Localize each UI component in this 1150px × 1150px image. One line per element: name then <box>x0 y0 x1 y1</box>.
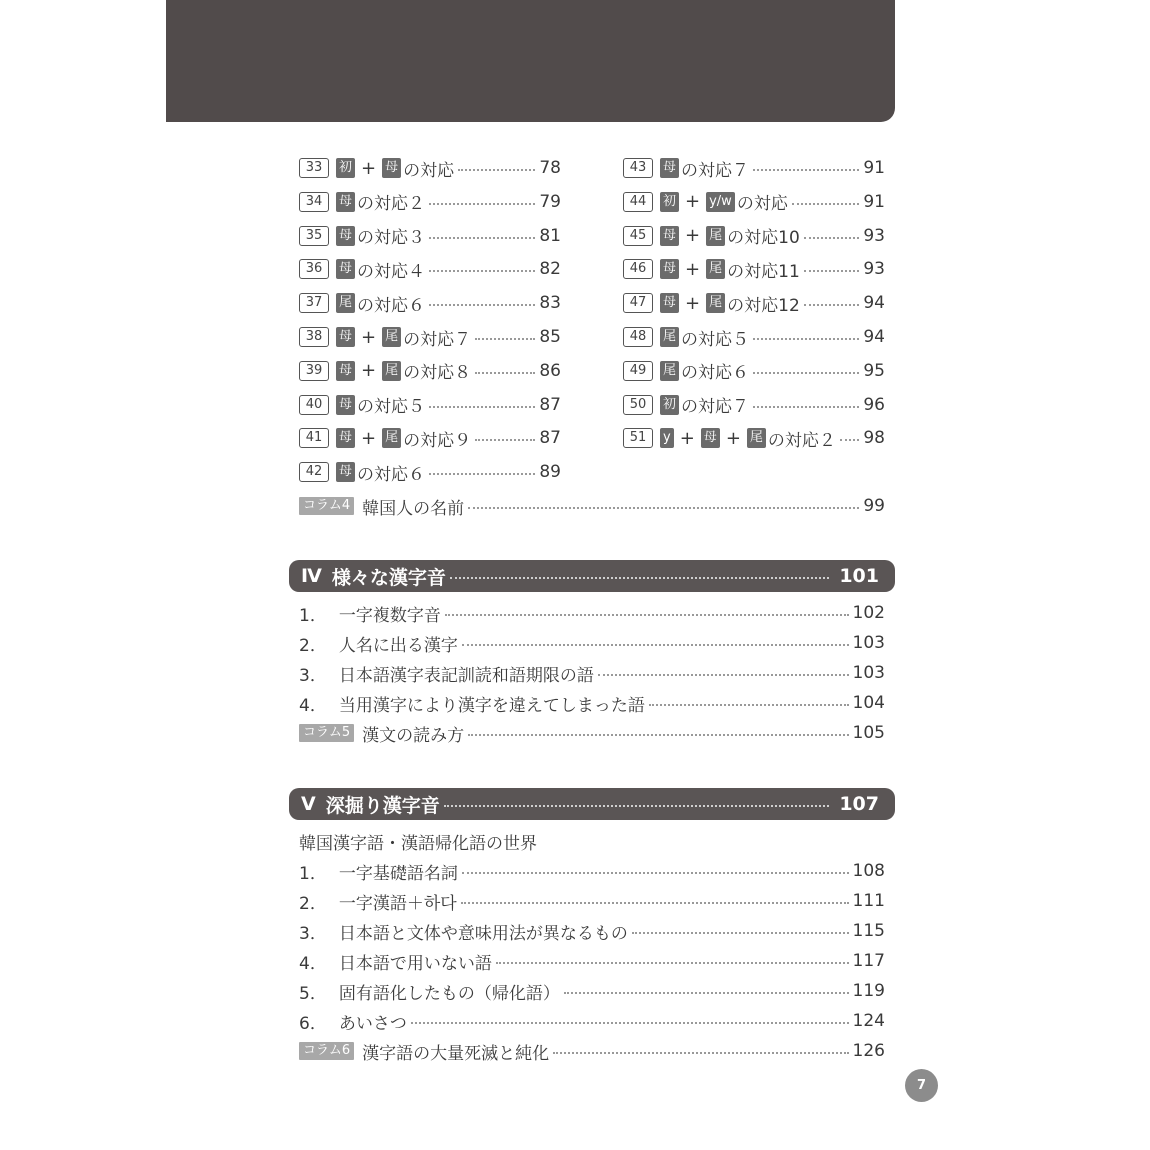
entry-title: の対応９ <box>403 430 472 451</box>
leader-dots <box>429 203 535 205</box>
item-title: 漢字語の大量死滅と純化 <box>362 1043 550 1064</box>
entry-title: の対応 <box>403 160 455 181</box>
category-tag: 母 <box>701 428 720 448</box>
entry-number: 37 <box>299 293 329 313</box>
entry-number: 38 <box>299 327 329 347</box>
entry-number: 46 <box>623 259 653 279</box>
plus-sign: + <box>725 427 741 449</box>
category-tag: 母 <box>336 462 355 482</box>
category-tag: 尾 <box>706 293 725 313</box>
entry-number: 40 <box>299 395 329 415</box>
item-title: 一字複数字音 <box>338 605 441 626</box>
category-tag: 母 <box>336 428 355 448</box>
page-number: 95 <box>863 360 885 381</box>
list-item[interactable] <box>299 598 885 628</box>
page-number: 79 <box>539 191 561 212</box>
leader-dots <box>564 992 849 994</box>
page-number: 81 <box>539 225 561 246</box>
section-iv-header[interactable] <box>289 560 895 592</box>
toc-entry[interactable] <box>299 423 561 453</box>
page-number: 78 <box>539 158 561 178</box>
item-index: 3． <box>299 665 327 686</box>
section-v-header[interactable] <box>289 788 895 820</box>
toc-entry[interactable] <box>623 153 885 183</box>
category-tag: 初 <box>336 158 355 178</box>
category-tag: 尾 <box>382 361 401 381</box>
entry-title: の対応７ <box>681 160 750 181</box>
section-subtitle <box>299 826 885 856</box>
entry-number: 45 <box>623 226 653 246</box>
item-title: 一字漢語＋하다 <box>338 893 457 914</box>
list-item[interactable] <box>299 628 885 658</box>
leader-dots <box>411 1022 849 1024</box>
list-item[interactable] <box>299 658 885 688</box>
category-tag: 母 <box>660 158 679 178</box>
page-number: 98 <box>863 428 885 449</box>
entry-title: の対応 <box>736 194 788 215</box>
entry-number: 51 <box>623 428 653 448</box>
toc-entry[interactable] <box>623 356 885 386</box>
category-tag: y/w <box>706 192 735 212</box>
toc-entry[interactable] <box>299 390 561 420</box>
category-tag: 尾 <box>706 226 725 246</box>
plus-sign: + <box>685 191 701 213</box>
section-roman: Ⅴ <box>301 793 316 815</box>
entry-title: の対応４ <box>357 261 426 282</box>
section-page: 107 <box>839 793 879 815</box>
toc-entry[interactable] <box>623 288 885 318</box>
plus-sign: + <box>685 258 701 280</box>
plus-sign: + <box>361 326 377 348</box>
entry-title: の対応12 <box>727 295 800 316</box>
item-index: 6． <box>299 1013 327 1034</box>
page-number: 126 <box>852 1041 885 1061</box>
toc-entry[interactable] <box>299 153 561 183</box>
toc-entry[interactable] <box>299 322 561 352</box>
entry-title: の対応５ <box>681 329 750 350</box>
entry-number: 42 <box>299 462 329 482</box>
category-tag: 母 <box>336 259 355 279</box>
entry-title: の対応７ <box>681 397 750 418</box>
section-page: 101 <box>839 565 879 587</box>
item-index: 2． <box>299 893 327 914</box>
leader-dots <box>468 734 848 736</box>
subtitle-text: 韓国漢字語・漢語帰化語の世界 <box>299 833 537 854</box>
page-number: 91 <box>863 191 885 212</box>
page-number: 94 <box>863 293 885 314</box>
category-tag: 尾 <box>706 259 725 279</box>
page-number: 87 <box>539 394 561 415</box>
plus-sign: + <box>361 360 377 382</box>
item-title: 日本語で用いない語 <box>338 953 492 974</box>
entry-number: 43 <box>623 158 653 178</box>
page-number: 89 <box>539 462 561 483</box>
page-number: 96 <box>863 394 885 415</box>
entry-number: 33 <box>299 158 329 178</box>
toc-entry[interactable] <box>299 457 561 487</box>
page-number-badge: 7 <box>905 1069 938 1102</box>
list-item[interactable] <box>299 688 885 718</box>
page-number: 85 <box>539 327 561 347</box>
toc-entry[interactable] <box>299 187 561 217</box>
leader-dots <box>450 577 829 579</box>
leader-dots <box>462 872 849 874</box>
toc-entry[interactable] <box>623 322 885 352</box>
page-number: 105 <box>852 723 885 743</box>
leader-dots <box>649 704 849 706</box>
page-number: 93 <box>863 225 885 246</box>
category-tag: 尾 <box>747 428 766 448</box>
item-index: 4． <box>299 695 327 716</box>
leader-dots <box>496 962 849 964</box>
entry-title: の対応６ <box>681 363 750 384</box>
leader-dots <box>461 902 849 904</box>
toc-entry[interactable] <box>299 254 561 284</box>
page-number: 86 <box>539 360 561 381</box>
page-number: 111 <box>852 891 885 911</box>
item-title: 一字基礎語名詞 <box>338 863 458 884</box>
category-tag: 母 <box>382 158 401 178</box>
item-index: 1． <box>299 605 327 626</box>
list-item[interactable] <box>299 1006 885 1036</box>
leader-dots <box>753 372 859 374</box>
category-tag: 尾 <box>336 293 355 313</box>
column-entry[interactable] <box>299 1036 885 1066</box>
page-number: 117 <box>852 951 885 971</box>
item-title: 日本語漢字表記訓読和語期限の語 <box>338 665 594 686</box>
leader-dots <box>598 674 849 676</box>
page-number: 102 <box>852 603 885 623</box>
entry-number: 35 <box>299 226 329 246</box>
page-number: 104 <box>852 693 885 713</box>
entry-number: 47 <box>623 293 653 313</box>
entry-number: 44 <box>623 192 653 212</box>
entry-number: 34 <box>299 192 329 212</box>
item-title: 固有語化したもの（帰化語） <box>338 983 560 1004</box>
section-title: 様々な漢字音 <box>331 566 446 589</box>
toc-entry[interactable] <box>623 187 885 217</box>
entry-title: の対応３ <box>357 228 426 249</box>
entry-title: の対応８ <box>403 363 472 384</box>
entry-title: の対応10 <box>727 228 800 249</box>
leader-dots <box>753 169 859 171</box>
category-tag: 尾 <box>382 428 401 448</box>
entry-number: 49 <box>623 361 653 381</box>
entry-number: 39 <box>299 361 329 381</box>
plus-sign: + <box>361 427 377 449</box>
page-number: 103 <box>852 633 885 653</box>
toc-entry[interactable] <box>623 221 885 251</box>
toc-entry[interactable] <box>299 356 561 386</box>
category-tag: 母 <box>660 293 679 313</box>
column4-entry[interactable] <box>299 491 885 521</box>
list-item[interactable] <box>299 856 885 886</box>
category-tag: 母 <box>336 192 355 212</box>
item-title: 日本語と文体や意味用法が異なるもの <box>338 923 628 944</box>
plus-sign: + <box>685 225 701 247</box>
page-number: 119 <box>852 981 885 1001</box>
plus-sign: + <box>361 157 377 179</box>
list-item[interactable] <box>299 916 885 946</box>
page-number: 99 <box>863 496 885 516</box>
item-index: 5． <box>299 983 327 1004</box>
entry-number: 48 <box>623 327 653 347</box>
header-band <box>166 0 895 122</box>
leader-dots <box>804 304 860 306</box>
leader-dots <box>792 203 860 205</box>
category-tag: 母 <box>660 259 679 279</box>
item-index: 2． <box>299 635 327 656</box>
category-tag: 母 <box>336 327 355 347</box>
toc-entry[interactable] <box>623 390 885 420</box>
page-number: 82 <box>539 259 561 280</box>
leader-dots <box>475 439 535 441</box>
page-number: 124 <box>852 1011 885 1031</box>
leader-dots <box>468 507 859 509</box>
page-number: 87 <box>539 428 561 449</box>
entry-title: の対応６ <box>357 295 426 316</box>
item-index: 1． <box>299 863 327 884</box>
list-item[interactable] <box>299 976 885 1006</box>
leader-dots <box>753 406 859 408</box>
leader-dots <box>429 270 535 272</box>
category-tag: y <box>660 428 674 448</box>
item-index: 3． <box>299 923 327 944</box>
leader-dots <box>804 237 860 239</box>
item-index: 4． <box>299 953 327 974</box>
entry-title: の対応７ <box>403 329 472 350</box>
category-tag: 尾 <box>660 361 679 381</box>
entry-title: の対応５ <box>357 397 426 418</box>
leader-dots <box>553 1052 848 1054</box>
column-tag: コラム4 <box>299 497 354 515</box>
leader-dots <box>804 270 860 272</box>
category-tag: 尾 <box>382 327 401 347</box>
section-roman: Ⅳ <box>301 565 322 587</box>
leader-dots <box>444 805 830 807</box>
page-number: 115 <box>852 921 885 941</box>
category-tag: 母 <box>336 361 355 381</box>
page-number: 83 <box>539 293 561 314</box>
category-tag: 初 <box>660 192 679 212</box>
column-tag: コラム5 <box>299 724 354 742</box>
entry-number: 41 <box>299 428 329 448</box>
leader-dots <box>429 406 535 408</box>
entry-title: の対応６ <box>357 464 426 485</box>
entry-title: の対応11 <box>727 261 800 282</box>
leader-dots <box>632 932 849 934</box>
entry-number: 36 <box>299 259 329 279</box>
category-tag: 母 <box>336 395 355 415</box>
plus-sign: + <box>679 427 695 449</box>
category-tag: 初 <box>660 395 679 415</box>
page-number: 94 <box>863 327 885 347</box>
leader-dots <box>429 237 535 239</box>
column-entry[interactable] <box>299 718 885 748</box>
list-item[interactable] <box>299 946 885 976</box>
page-number: 91 <box>863 158 885 178</box>
toc-entry[interactable] <box>623 254 885 284</box>
leader-dots <box>445 614 849 616</box>
category-tag: 尾 <box>660 327 679 347</box>
entry-title: の対応２ <box>357 194 426 215</box>
leader-dots <box>475 338 535 340</box>
toc-entry[interactable] <box>623 423 885 453</box>
leader-dots <box>458 169 535 171</box>
leader-dots <box>429 473 535 475</box>
item-title: 人名に出る漢字 <box>338 635 458 656</box>
section-title: 深掘り漢字音 <box>325 794 440 817</box>
item-title: 漢文の読み方 <box>362 725 465 746</box>
entry-number: 50 <box>623 395 653 415</box>
item-title: あいさつ <box>338 1013 407 1034</box>
leader-dots <box>462 644 849 646</box>
leader-dots <box>753 338 859 340</box>
plus-sign: + <box>685 292 701 314</box>
entry-title: の対応２ <box>767 430 836 451</box>
page-number: 103 <box>852 663 885 683</box>
list-item[interactable] <box>299 886 885 916</box>
toc-entry[interactable] <box>299 221 561 251</box>
leader-dots <box>840 439 859 441</box>
leader-dots <box>429 304 535 306</box>
toc-entry[interactable] <box>299 288 561 318</box>
page-number: 108 <box>852 861 885 881</box>
category-tag: 母 <box>336 226 355 246</box>
page-number: 93 <box>863 259 885 280</box>
category-tag: 母 <box>660 226 679 246</box>
column-title: 韓国人の名前 <box>362 498 465 519</box>
item-title: 当用漢字により漢字を違えてしまった語 <box>338 695 645 716</box>
leader-dots <box>475 372 535 374</box>
column-tag: コラム6 <box>299 1042 354 1060</box>
